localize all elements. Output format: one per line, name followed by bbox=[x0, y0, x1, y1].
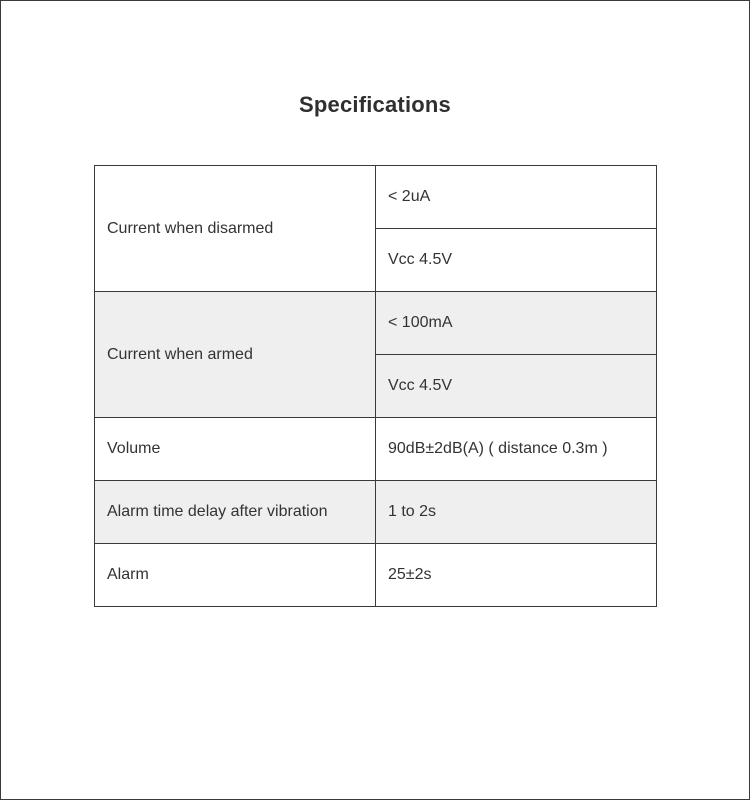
table-row bbox=[95, 292, 657, 355]
spec-value: < 2uA bbox=[376, 166, 657, 229]
spec-value: Vcc 4.5V bbox=[376, 229, 657, 292]
spec-value: < 100mA bbox=[376, 292, 657, 355]
spec-value: 90dB±2dB(A) ( distance 0.3m ) bbox=[376, 418, 657, 481]
spec-value: Vcc 4.5V bbox=[376, 355, 657, 418]
spec-label: Current when disarmed bbox=[95, 166, 376, 292]
table-row bbox=[95, 418, 657, 481]
table-row bbox=[95, 481, 657, 544]
page-title: Specifications bbox=[299, 92, 451, 117]
spec-label: Volume bbox=[95, 418, 376, 481]
spec-value: 25±2s bbox=[376, 544, 657, 607]
spec-label: Alarm bbox=[95, 544, 376, 607]
spec-label: Alarm time delay after vibration bbox=[95, 481, 376, 544]
specifications-table bbox=[94, 165, 657, 607]
spec-value: 1 to 2s bbox=[376, 481, 657, 544]
spec-label: Current when armed bbox=[95, 292, 376, 418]
table-row bbox=[95, 166, 657, 229]
table-row bbox=[95, 544, 657, 607]
